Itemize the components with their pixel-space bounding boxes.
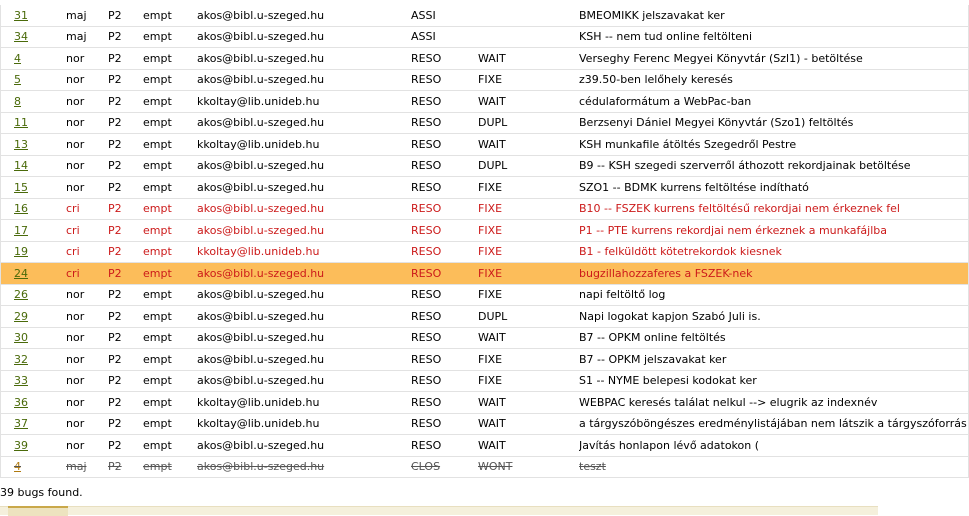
bug-priority: P2: [108, 456, 143, 478]
bug-os: empt: [143, 5, 197, 26]
bug-assignee: akos@bibl.u-szeged.hu: [197, 370, 411, 392]
bug-summary: B9 -- KSH szegedi szerverről áthozott rekordjainak betöltése: [579, 155, 969, 177]
bug-summary: a tárgyszóböngészes eredménylistájában nem látszik a tárgyszóforrás: [579, 413, 969, 435]
bug-resolution: FIXE: [478, 220, 579, 242]
bug-id-link[interactable]: 32: [14, 352, 28, 366]
bug-priority: P2: [108, 112, 143, 134]
bug-assignee: kkoltay@lib.unideb.hu: [197, 392, 411, 414]
bug-os: empt: [143, 349, 197, 371]
bug-id-cell: [1, 306, 67, 328]
bug-summary: Napi logokat kapjon Szabó Juli is.: [579, 306, 969, 328]
bug-summary: B1 - felküldött kötetrekordok kiesnek: [579, 241, 969, 263]
bug-status: RESO: [411, 349, 478, 371]
bug-resolution: WAIT: [478, 134, 579, 156]
bug-assignee: akos@bibl.u-szeged.hu: [197, 306, 411, 328]
bug-id-link[interactable]: 33: [14, 374, 28, 388]
bug-os: empt: [143, 435, 197, 457]
bug-id-link[interactable]: 11: [14, 116, 28, 130]
bug-resolution: WAIT: [478, 392, 579, 414]
bug-id-cell: [1, 155, 67, 177]
bug-priority: P2: [108, 413, 143, 435]
bug-assignee: akos@bibl.u-szeged.hu: [197, 263, 411, 285]
bug-id-cell: [1, 370, 67, 392]
bug-priority: P2: [108, 327, 143, 349]
bug-os: empt: [143, 370, 197, 392]
table-row[interactable]: [1, 284, 969, 306]
bug-id-cell: [1, 177, 67, 199]
bug-os: empt: [143, 198, 197, 220]
bottom-bar-tab[interactable]: [8, 506, 68, 516]
bug-severity: nor: [66, 370, 108, 392]
bug-assignee: akos@bibl.u-szeged.hu: [197, 284, 411, 306]
bug-summary: bugzillahozzaferes a FSZEK-nek: [579, 263, 969, 285]
bug-resolution: DUPL: [478, 306, 579, 328]
bug-priority: P2: [108, 155, 143, 177]
bug-severity: nor: [66, 413, 108, 435]
bug-severity: nor: [66, 155, 108, 177]
table-row[interactable]: [1, 91, 969, 113]
bug-priority: P2: [108, 26, 143, 48]
bug-assignee: akos@bibl.u-szeged.hu: [197, 349, 411, 371]
bug-id-cell: [1, 5, 67, 26]
bug-os: empt: [143, 306, 197, 328]
table-row[interactable]: [1, 26, 969, 48]
bug-os: empt: [143, 392, 197, 414]
bug-status: ASSI: [411, 26, 478, 48]
bug-status: RESO: [411, 198, 478, 220]
bug-assignee: kkoltay@lib.unideb.hu: [197, 241, 411, 263]
bug-priority: P2: [108, 5, 143, 26]
table-row[interactable]: [1, 327, 969, 349]
bug-assignee: kkoltay@lib.unideb.hu: [197, 91, 411, 113]
bug-os: empt: [143, 327, 197, 349]
bug-severity: cri: [66, 220, 108, 242]
bug-assignee: akos@bibl.u-szeged.hu: [197, 112, 411, 134]
bug-resolution: WAIT: [478, 435, 579, 457]
bug-status: RESO: [411, 263, 478, 285]
bug-status: RESO: [411, 155, 478, 177]
bug-priority: P2: [108, 284, 143, 306]
bug-assignee: kkoltay@lib.unideb.hu: [197, 413, 411, 435]
bug-resolution: DUPL: [478, 155, 579, 177]
bug-resolution: WAIT: [478, 91, 579, 113]
bug-priority: P2: [108, 392, 143, 414]
bug-summary: KSH -- nem tud online feltölteni: [579, 26, 969, 48]
bug-resolution: FIXE: [478, 284, 579, 306]
bug-summary: Berzsenyi Dániel Megyei Könyvtár (Szo1) feltöltés: [579, 112, 969, 134]
bug-id-cell: [1, 456, 67, 478]
bug-id-cell: [1, 26, 67, 48]
bug-priority: P2: [108, 220, 143, 242]
bug-severity: nor: [66, 112, 108, 134]
bug-id-link[interactable]: 29: [14, 309, 28, 323]
bug-status: RESO: [411, 134, 478, 156]
bug-summary: P1 -- PTE kurrens rekordjai nem érkeznek a munkafájlba: [579, 220, 969, 242]
bug-id-cell: [1, 220, 67, 242]
bug-priority: P2: [108, 435, 143, 457]
table-row[interactable]: [1, 241, 969, 263]
table-row[interactable]: [1, 349, 969, 371]
bug-assignee: akos@bibl.u-szeged.hu: [197, 69, 411, 91]
table-row[interactable]: [1, 370, 969, 392]
bug-id-link[interactable]: 4: [14, 51, 21, 65]
bug-id-link[interactable]: 31: [14, 8, 28, 22]
bug-summary: SZO1 -- BDMK kurrens feltöltése indítható: [579, 177, 969, 199]
bug-severity: nor: [66, 69, 108, 91]
bug-os: empt: [143, 26, 197, 48]
bug-id-link[interactable]: 26: [14, 288, 28, 302]
table-row[interactable]: [1, 435, 969, 457]
bug-id-link[interactable]: 24: [14, 266, 28, 280]
bug-summary: Javítás honlapon lévő adatokon (: [579, 435, 969, 457]
bug-os: empt: [143, 284, 197, 306]
bug-os: empt: [143, 456, 197, 478]
bug-status: RESO: [411, 241, 478, 263]
bug-id-link[interactable]: 37: [14, 417, 28, 431]
bug-id-link[interactable]: 39: [14, 438, 28, 452]
bug-resolution: WAIT: [478, 327, 579, 349]
bug-os: empt: [143, 48, 197, 70]
bug-summary: KSH munkafile átöltés Szegedről Pestre: [579, 134, 969, 156]
table-row[interactable]: [1, 198, 969, 220]
bug-assignee: akos@bibl.u-szeged.hu: [197, 177, 411, 199]
bug-id-link[interactable]: 30: [14, 331, 28, 345]
bug-summary: Verseghy Ferenc Megyei Könyvtár (Szl1) - betöltése: [579, 48, 969, 70]
bug-id-cell: [1, 134, 67, 156]
bug-status: RESO: [411, 306, 478, 328]
table-row[interactable]: [1, 5, 969, 26]
bug-severity: cri: [66, 263, 108, 285]
bug-resolution: [478, 5, 579, 26]
bug-resolution: FIXE: [478, 370, 579, 392]
bug-resolution: [478, 26, 579, 48]
bug-summary: S1 -- NYME belepesi kodokat ker: [579, 370, 969, 392]
bug-assignee: akos@bibl.u-szeged.hu: [197, 48, 411, 70]
bug-id-cell: [1, 91, 67, 113]
bug-severity: cri: [66, 241, 108, 263]
table-row[interactable]: [1, 48, 969, 70]
bug-os: empt: [143, 134, 197, 156]
bug-id-cell: [1, 349, 67, 371]
bug-id-link[interactable]: 34: [14, 30, 28, 44]
bug-status: RESO: [411, 370, 478, 392]
table-row[interactable]: [1, 306, 969, 328]
bug-summary: B7 -- OPKM online feltöltés: [579, 327, 969, 349]
bug-summary: BMEOMIKK jelszavakat ker: [579, 5, 969, 26]
bug-id-link[interactable]: 19: [14, 245, 28, 259]
bug-id-link[interactable]: 16: [14, 202, 28, 216]
table-row[interactable]: [1, 413, 969, 435]
bug-summary: B7 -- OPKM jelszavakat ker: [579, 349, 969, 371]
bug-id-link[interactable]: 8: [14, 94, 21, 108]
bug-assignee: akos@bibl.u-szeged.hu: [197, 155, 411, 177]
bug-severity: nor: [66, 177, 108, 199]
bottom-bar: [0, 506, 878, 515]
bug-os: empt: [143, 241, 197, 263]
bug-os: empt: [143, 69, 197, 91]
bug-id-cell: [1, 241, 67, 263]
bug-severity: nor: [66, 306, 108, 328]
bug-priority: P2: [108, 263, 143, 285]
bug-severity: nor: [66, 48, 108, 70]
bug-id-link[interactable]: 13: [14, 137, 28, 151]
bug-status: RESO: [411, 69, 478, 91]
bug-assignee: akos@bibl.u-szeged.hu: [197, 435, 411, 457]
bug-os: empt: [143, 413, 197, 435]
bug-summary: B10 -- FSZEK kurrens feltöltésű rekordjai nem érkeznek fel: [579, 198, 969, 220]
bug-summary: cédulaformátum a WebPac-ban: [579, 91, 969, 113]
bug-list-body: [1, 5, 969, 478]
bug-id-link[interactable]: 15: [14, 180, 28, 194]
table-row[interactable]: [1, 220, 969, 242]
bug-resolution: FIXE: [478, 198, 579, 220]
bug-severity: nor: [66, 327, 108, 349]
bug-resolution: WONT: [478, 456, 579, 478]
bug-id-link[interactable]: 14: [14, 159, 28, 173]
bug-priority: P2: [108, 177, 143, 199]
bug-priority: P2: [108, 198, 143, 220]
table-row[interactable]: [1, 263, 969, 285]
bug-status: RESO: [411, 435, 478, 457]
bug-severity: nor: [66, 134, 108, 156]
bug-count: 39 bugs found.: [0, 486, 83, 499]
bug-summary: WEBPAC keresés találat nelkul --> elugrik az indexnév: [579, 392, 969, 414]
bug-os: empt: [143, 112, 197, 134]
bug-resolution: WAIT: [478, 48, 579, 70]
bug-os: empt: [143, 155, 197, 177]
bug-resolution: FIXE: [478, 177, 579, 199]
bug-assignee: akos@bibl.u-szeged.hu: [197, 456, 411, 478]
bug-assignee: akos@bibl.u-szeged.hu: [197, 5, 411, 26]
bug-status: RESO: [411, 413, 478, 435]
bug-severity: nor: [66, 435, 108, 457]
bug-severity: nor: [66, 91, 108, 113]
bug-resolution: FIXE: [478, 241, 579, 263]
bug-summary: napi feltöltő log: [579, 284, 969, 306]
bug-priority: P2: [108, 241, 143, 263]
bug-id-cell: [1, 263, 67, 285]
bug-assignee: akos@bibl.u-szeged.hu: [197, 327, 411, 349]
bug-status: RESO: [411, 48, 478, 70]
bug-assignee: kkoltay@lib.unideb.hu: [197, 134, 411, 156]
table-row[interactable]: [1, 392, 969, 414]
bug-priority: P2: [108, 91, 143, 113]
bug-os: empt: [143, 263, 197, 285]
bug-resolution: DUPL: [478, 112, 579, 134]
table-row[interactable]: [1, 69, 969, 91]
bug-status: RESO: [411, 284, 478, 306]
bug-id-link[interactable]: 5: [14, 73, 21, 87]
bug-id-cell: [1, 284, 67, 306]
table-row[interactable]: [1, 155, 969, 177]
bug-os: empt: [143, 177, 197, 199]
bug-status: RESO: [411, 112, 478, 134]
bug-severity: maj: [66, 456, 108, 478]
bug-resolution: FIXE: [478, 263, 579, 285]
bug-status: RESO: [411, 327, 478, 349]
bug-severity: nor: [66, 349, 108, 371]
bug-severity: maj: [66, 5, 108, 26]
bug-os: empt: [143, 91, 197, 113]
bug-id-cell: [1, 413, 67, 435]
bug-id-link[interactable]: 4: [14, 460, 21, 474]
bug-id-cell: [1, 327, 67, 349]
bug-status: RESO: [411, 177, 478, 199]
bug-severity: maj: [66, 26, 108, 48]
bug-assignee: akos@bibl.u-szeged.hu: [197, 26, 411, 48]
bug-severity: nor: [66, 392, 108, 414]
bug-assignee: akos@bibl.u-szeged.hu: [197, 198, 411, 220]
bug-status: RESO: [411, 220, 478, 242]
bug-id-cell: [1, 392, 67, 414]
bug-summary: z39.50-ben lelőhely keresés: [579, 69, 969, 91]
bug-priority: P2: [108, 134, 143, 156]
bug-severity: nor: [66, 284, 108, 306]
bug-os: empt: [143, 220, 197, 242]
bug-assignee: akos@bibl.u-szeged.hu: [197, 220, 411, 242]
bug-status: RESO: [411, 91, 478, 113]
bug-id-cell: [1, 435, 67, 457]
table-row[interactable]: [1, 456, 969, 478]
bug-list-table: [0, 5, 969, 478]
bug-status: CLOS: [411, 456, 478, 478]
bug-priority: P2: [108, 349, 143, 371]
bug-resolution: WAIT: [478, 413, 579, 435]
bug-priority: P2: [108, 370, 143, 392]
bug-severity: cri: [66, 198, 108, 220]
bug-priority: P2: [108, 69, 143, 91]
table-row[interactable]: [1, 112, 969, 134]
bug-status: ASSI: [411, 5, 478, 26]
table-row[interactable]: [1, 177, 969, 199]
bug-resolution: FIXE: [478, 69, 579, 91]
bug-priority: P2: [108, 306, 143, 328]
table-row[interactable]: [1, 134, 969, 156]
bug-id-cell: [1, 198, 67, 220]
bug-id-cell: [1, 112, 67, 134]
bug-id-cell: [1, 48, 67, 70]
bug-id-link[interactable]: 36: [14, 395, 28, 409]
bug-resolution: FIXE: [478, 349, 579, 371]
bug-priority: P2: [108, 48, 143, 70]
bug-summary: teszt: [579, 456, 969, 478]
bug-id-link[interactable]: 17: [14, 223, 28, 237]
bug-id-cell: [1, 69, 67, 91]
bug-status: RESO: [411, 392, 478, 414]
